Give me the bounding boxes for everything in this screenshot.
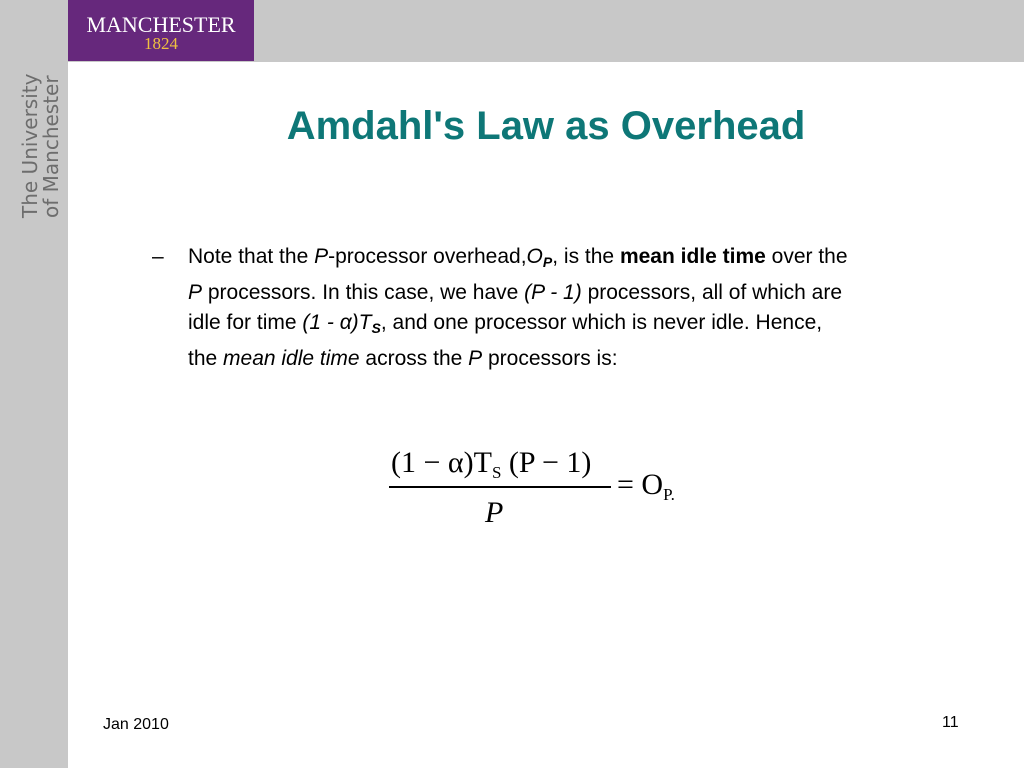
equation-denominator: P <box>485 496 504 529</box>
bullet-run: P <box>314 245 329 268</box>
bullet-run: P <box>468 346 483 370</box>
bullet-text <box>188 242 848 374</box>
bullet-run: Note that the <box>188 245 315 268</box>
numerator-tail: (P − 1) <box>501 446 592 479</box>
bullet-run: mean idle time <box>223 346 360 370</box>
university-logo <box>68 0 254 61</box>
bullet-run: processors, all of which are idle for time <box>188 280 843 334</box>
university-vertical-label <box>20 74 62 218</box>
bullet-run: processors is: <box>482 346 618 370</box>
bullet-run: , and one processor which is never idle. Hence, the <box>188 311 823 370</box>
bullet-run: over the <box>765 245 848 268</box>
bullet-marker: – <box>152 245 164 268</box>
bullet-run: processors. In this case, we have <box>202 280 525 304</box>
bullet-run: across the <box>359 346 469 370</box>
slide-title: Amdahl's Law as Overhead <box>286 104 806 148</box>
equation-rhs <box>617 468 675 505</box>
rhs-main: = O <box>617 468 664 501</box>
logo-name: MANCHESTER <box>86 12 236 37</box>
bullet-run: S <box>371 320 381 336</box>
bullet-run: mean idle time <box>619 245 766 268</box>
bullet-run: P <box>542 254 553 270</box>
footer-date: Jan 2010 <box>103 716 169 733</box>
vertical-label-line1: The University <box>18 73 42 218</box>
equation-numerator <box>391 446 591 483</box>
numerator-subscript: S <box>491 463 502 482</box>
bullet-run: P <box>188 280 203 304</box>
page-number: 11 <box>942 714 959 731</box>
rhs-subscript: P. <box>663 485 675 504</box>
bullet-run: O <box>526 245 543 268</box>
vertical-label-line2: of Manchester <box>39 75 63 218</box>
bullet-run: , is the <box>552 245 620 268</box>
bullet-run: (P - 1) <box>524 280 582 304</box>
bullet-run: (1 - α)T <box>302 311 372 334</box>
fraction-bar <box>389 486 611 488</box>
bullet-run: -processor overhead, <box>328 245 527 268</box>
logo-year: 1824 <box>144 34 178 53</box>
numerator-main: (1 − α)T <box>391 446 492 479</box>
equation <box>385 442 715 542</box>
